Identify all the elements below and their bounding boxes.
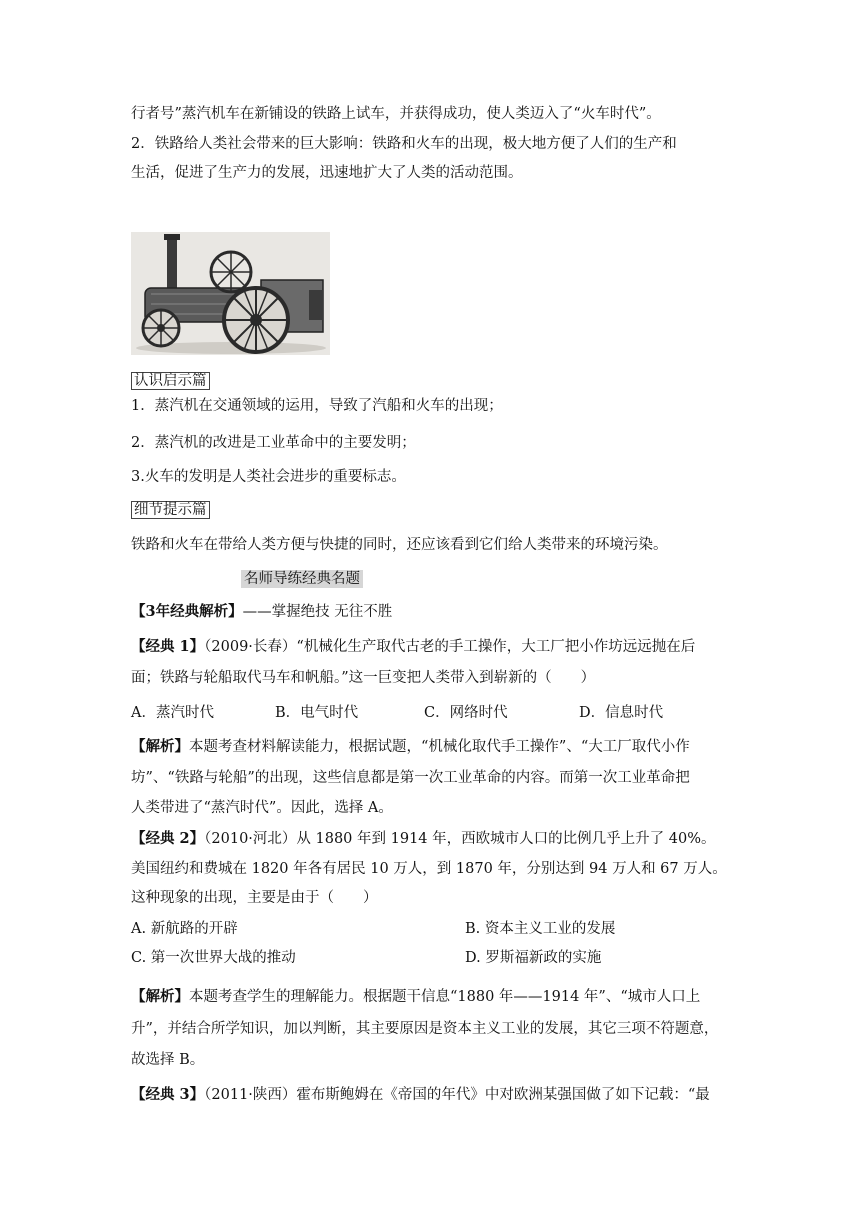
intro-line-2: 2．铁路给人类社会带来的巨大影响：铁路和火车的出现，极大地方便了人们的生产和 bbox=[131, 136, 677, 152]
insight-item-3: 3.火车的发明是人类社会进步的重要标志。 bbox=[131, 469, 406, 485]
q2-analysis-line-2: 升”，并结合所学知识，加以判断，其主要原因是资本主义工业的发展，其它三项不符题意， bbox=[131, 1021, 719, 1037]
insight-heading: 认识启示篇 bbox=[131, 371, 210, 391]
detail-text: 铁路和火车在带给人类方便与快捷的同时，还应该看到它们给人类带来的环境污染。 bbox=[131, 537, 668, 553]
q2-line-3: 这种现象的出现，主要是由于（ ） bbox=[131, 890, 378, 906]
q2-line-2: 美国纽约和费城在 1820 年各有居民 10 万人，到 1870 年，分别达到 94 万人和 67 万人。 bbox=[131, 861, 727, 877]
q2-analysis-line-1: 【解析】本题考查学生的理解能力。根据题干信息“1880 年——1914 年”、“城市人口上 bbox=[131, 988, 701, 1005]
q2-option-a: A. 新航路的开辟 bbox=[131, 921, 238, 937]
insight-item-1: 1．蒸汽机在交通领域的运用，导致了汽船和火车的出现； bbox=[131, 398, 503, 414]
q2-option-b: B. 资本主义工业的发展 bbox=[465, 921, 616, 937]
q1-analysis-line-2: 坊”、“铁路与轮船”的出现，这些信息都是第一次工业革命的内容。而第一次工业革命把 bbox=[131, 770, 690, 786]
intro-line-1: 行者号”蒸汽机车在新铺设的铁路上试车，并获得成功，使人类迈入了“火车时代”。 bbox=[131, 106, 661, 122]
analysis-header: 【3年经典解析】——掌握绝技 无往不胜 bbox=[131, 603, 393, 620]
q1-option-d: D．信息时代 bbox=[579, 705, 664, 721]
q2-analysis-line-3: 故选择 B。 bbox=[131, 1052, 205, 1068]
steam-traction-engine-illustration bbox=[131, 232, 330, 355]
q1-line-2: 面；铁路与轮船取代马车和帆船。”这一巨变把人类带入到崭新的（ ） bbox=[131, 670, 596, 686]
intro-line-3: 生活，促进了生产力的发展，迅速地扩大了人类的活动范围。 bbox=[131, 165, 523, 181]
detail-heading: 细节提示篇 bbox=[131, 500, 210, 520]
q1-analysis-line-1: 【解析】本题考查材料解读能力，根据试题，“机械化取代手工操作”、“大工厂取代小作 bbox=[131, 738, 690, 755]
insight-item-2: 2．蒸汽机的改进是工业革命中的主要发明； bbox=[131, 435, 416, 451]
q2-option-c: C. 第一次世界大战的推动 bbox=[131, 950, 296, 966]
steam-engine-image bbox=[131, 232, 330, 355]
q1-option-a: A．蒸汽时代 bbox=[131, 705, 214, 721]
q2-option-d: D. 罗斯福新政的实施 bbox=[465, 950, 602, 966]
q3-line-1: 【经典 3】（2011·陕西）霍布斯鲍姆在《帝国的年代》中对欧洲某强国做了如下记载：“最 bbox=[131, 1086, 710, 1103]
q2-line-1: 【经典 2】（2010·河北）从 1880 年到 1914 年，西欧城市人口的比例几乎上升了 40%。 bbox=[131, 830, 716, 847]
section-title: 名师导练经典名题 bbox=[241, 569, 363, 589]
q1-analysis-line-3: 人类带进了“蒸汽时代”。因此，选择 A。 bbox=[131, 800, 393, 816]
q1-line-1: 【经典 1】（2009·长春）“机械化生产取代古老的手工操作，大工厂把小作坊远远抛在后 bbox=[131, 638, 696, 655]
q1-option-b: B．电气时代 bbox=[275, 705, 359, 721]
q1-option-c: C．网络时代 bbox=[424, 705, 508, 721]
